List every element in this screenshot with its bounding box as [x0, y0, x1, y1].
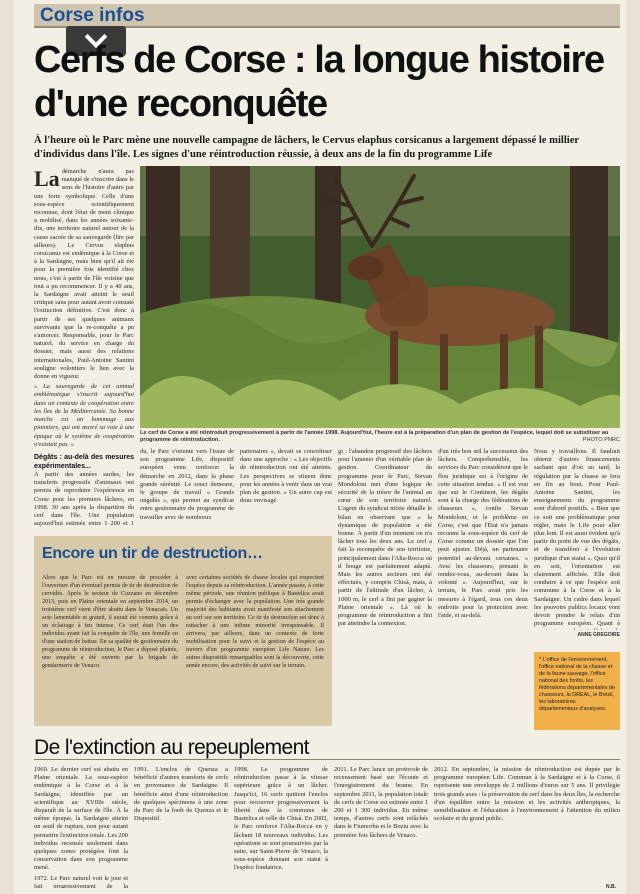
article-column-1: [34, 168, 134, 528]
timeline-column-1: [34, 766, 128, 888]
timeline-entry: 1991. L'enclos de Quenza a bénéficié d'autres transferts de cerfs en provenance de Sardaigne. Il bénéficie ainsi d'une réintroduction de quelques spécimens à une zone du Parc de la forêt de Quenza et le Dispositif.: [134, 766, 228, 823]
article-column-2: du, le Parc s'oriente vers l'issue de son programme Life, dispositif européen venu renforcer la démarche en 2012, dans la phase grande sérénité. Le souci demeure, le groupe de travail « Grands ongulés », qui permet au syndicat entre gestionnaire du programme de travailler avec de nombreux: [140, 448, 234, 521]
article-title: Cerfs de Corse : la longue histoire d'une reconquête: [34, 39, 604, 125]
timeline-entry: 1972. Le Parc naturel voit le jour et fait progressivement de la: [34, 874, 128, 888]
timeline-column-3: [234, 766, 328, 888]
newspaper-page: [14, 0, 626, 894]
article-column-3: partenaires », devait se concrétiser dans une approche : « Les objectifs de réintroduction ont été atteints. Les perspectives se situent donc pour les années à venir dans un vrai plan de gestion. » Un autre cap est donc envisagé.: [240, 448, 332, 505]
timeline-entry: 1998. Le programme de réintroduction passe à la vitesse supérieure grâce à un lâcher. Jusqu'ici, 16 cerfs quittent l'enclos pour recouvrer progressivement la liberté dans la commune de Bastelica et celle de Chisà. En 2002, le Parc renforce l'Alta-Rocca en y lâchant 18 nouveaux individus. Les opérations se sont poursuivies par la suite, sur Saint-Pierre de Venaco, la sous-espèce donnant son statut à l'espèce fondatrice.: [234, 766, 328, 872]
article-column-4: gi : l'abandon progressif des lâchers pour l'amener d'un véritable plan de gestion. Coordinateur du programme pour le Parc, Stevan Mondoloni met d'une logique de sécurité de la trésor de l'animal au cœur de son territoire naturel. L'agent du syndicat mixte détaille le bilan en observant que « la dynamique de population a été bonne. À partir d'un moment on n'a lâcher tous les deux ans. Le cerf a fait la reconquête de son territoire, principalement dans l'Alta-Rocca où il bouge est parfaitement adapté. Mais les autres secteurs ont été effectués, y compris Chisà, mais, à partir de l'altitude d'un lâcher, à 1000 m, le cerf a fini par gagner la Plaine orientale ». Là où le programme de réintroduction a fini par atteindre la connexion.: [338, 448, 432, 628]
author-signature: ANNE GREGOIRE: [577, 632, 620, 638]
box-column-2: avec certaines sociétés de chasse locales qui respectent l'espèce depuis sa réintroduction. L'année passée, à cette même période, une réunion publique à Bastelica avait permis d'échanger avec la population. Une très grande majorité des habitants avait manifesté son attachement au cerf sur son territoire. Ce tir de destruction est donc à rattacher à une infime minorité irresponsable. Il arrivera, par ailleurs, dans un contexte de forte mobilisation pour le suivi et la gestion de l'espèce au travers d'un programme européen Life Nature. Les autres dispositifs remarquables sont la découverte, cette année encore, des activités de suivi sur le terrain.: [186, 575, 324, 669]
timeline-column-5: [434, 766, 620, 888]
timeline-entry: 2011. Le Parc lance un protocole de recensement basé sur l'écoute et l'enregistrement du brame. En septembre 2011, la population totale de cerfs de Corse est estimée entre 1 200 et 1 300 individus. En même temps, d'autres cerfs sont relâchés dans le Fiumorbu et le Boziu avec la première fois lâchers de Venaco.: [334, 766, 428, 839]
drop-cap: La: [34, 168, 60, 191]
rubric-label: Corse infos: [40, 5, 145, 26]
caption-text: Le cerf de Corse a été réintroduit progressivement à partir de l'année 1998. Aujourd'hui, l'heure est à la préparation d'un plan de gestion de l'espèce, lequel doit se substituer au programme de réintroduction.: [140, 430, 609, 443]
column-text: démarche n'aura pas manqué de s'inscrire dans le sens de l'histoire d'autre par une forte symbolique. Celle d'une sous-espèce scientifiquement reconnue, dont l'état de ment clinique a mobilisé, dans les années soixante-dix, une territoire naturel autour de la cause sacrée de sa sauvegarde (lire par ailleurs). Le Cervus elaphus corsicanus est endémique à la Corse et à la Sardaigne, mais bien qu'il ait été pour la première fois identifié chez nous, c'est à partir de l'île voisine que tout a pu recommencer. Il y a 40 ans, la Sardaigne avait atteint le seuil critique sans pour autant avoir constaté l'extinction définitive. C'est donc à partir de ses quelques animaux survivants que la re-conquête a pu s'amorcer. Responsable, pour le Parc naturel, du service en charge du dossier, mais aussi des relations internationales, Paul-Antoine Santini souligne volontiers le lien avec la donne en vigueur.: [34, 168, 134, 381]
timeline-column-4: [334, 766, 428, 888]
footer-mark: N.B.: [606, 884, 616, 890]
column-text-2: À partir des années sardes, les transferts progressifs d'animaux ont permis de reproduire l'expérience en Corse pour les premiers lâchers, en 1998. 30 ans après la disparition du cerf dans l'île. Une population aujourd'hui estimée entre 1 200 et 1: [34, 470, 134, 528]
sidebar-box: [34, 536, 332, 726]
timeline-entry: 2012. En septembre, la mission de réintroduction est dupée par le programme européen Life. Commun à la Sardaigne et à la Corse, il représente une enveloppe de 2 millions d'euros sur 5 ans. Il privilégie trois grands axes : la préservation du cerf dans les deux îles, la recherche d'un équilibre entre la mission et les activités anthropiques, la sensibilisation et l'éducation à l'environnement à l'attention du milieu scolaire et du grand public.: [434, 766, 620, 823]
photo-caption: [140, 430, 620, 444]
article-column-6: Nous y travaillons. Il faudrait obtenir d'autres financements sachant que d'où au tard, la régulation par la chasse se fera en fin au bout. Pour Paul-Antoine Santini, les enseignements du programme sont d'abord positifs. « Bien que ce soit une problématique pour régler, mais le Life pour aller plus loin. Il est aussi évident qu'à partir du point de vue des dégâts, et de transférer à l'évolution juridique d'un statut ». Quoi qu'il en soit, l'orientation est clairement affichée. Elle doit conduire à ce que l'espèce soit commune à la Corse et à la Sardaigne. Un cadre dans lequel les pouvoirs publics locaux vont devoir prendre le relais d'un programme européen. Quant à: [534, 448, 620, 628]
section-title: De l'extinction au repeuplement: [34, 736, 620, 760]
article-column-5: d'un très bon œil la succession des lâchers. Compréhensible, les services du Parc considèrent que le flou juridique est à l'origine de cette situation tendue. « Il est vrai que sur le Continent, les dégâts sont à la charge des fédérations de chasseurs », confie Stevan Mondoloni, et le problème en Corse, c'est que l'État n'a jamais reconnu la sous-espèce du cerf de Corse comme un dossier que l'on peut ajuster. Déjà, un partenaire potentiel au-devant certaines. « Avec les chasseurs, prenant le rendez-vous, au-devant dans la volonté ». Aujourd'hui, sur le terrain, le Parc avait pris les mesures à l'égard, tous ces deux endroits pour la protection avec l'aide, et au-delà.: [438, 448, 528, 620]
footnote-box: * L'office de l'environnement, l'office national de la chasse et de la faune sauvage, l'office national des forêts, les fédérations départementales de chasseurs, la DREAL, le Brézil, les laboratoires départementaux d'analyses.: [534, 652, 620, 730]
column-quote: « La sauvegarde de cet animal emblématique s'inscrit aujourd'hui dans un contexte de coopération entre les îles de la Méditerranée. Sa bonne marche est un hommage aux pionniers, qui ont œuvré sa voie à une époque où le système de coopération n'existait pas. »: [34, 383, 134, 448]
photo-credit: PHOTO PNRC: [582, 437, 620, 443]
article-lede: À l'heure où le Parc mène une nouvelle campagne de lâchers, le Cervus elaphus corsicanus a largement dépassé le millier d'individus dans l'île. Les signes d'une réintroduction réussie, à deux ans de la fin du programme Life: [34, 135, 579, 160]
deer-photo: [140, 166, 620, 428]
box-column-1: Alors que le Parc est en mesure de procéder à l'ouverture d'un éventuel permis de tir de destruction de cervidés. Après le secteur de Cozzano en décembre 2013, puis en Plaine orientale en septembre 2014, un troisième cerf vient d'être abattu dans le Venacais. Un acte lamentable et gratuit, il aurait été commis grâce à un éclairage à feu intense. Ce cerf était l'un des individus ayant fait la conquête de l'île, une femelle en d'une station de battue. En sa qualité de gestionnaire du programme de réintroduction, le Parc a déposé plainte, une enquête a été ouverte par la brigade de gendarmerie de Venaco.: [42, 575, 178, 669]
timeline-entry: 1969. Le dernier cerf est abattu en Plaine orientale. La sous-espèce endémique à la Corse et à la Sardaigne, identifiée par un scientifique au XVIIIe siècle, disparaît de la surface de l'île. À la même époque, la Sardaigne atteint un seuil de rupture, non pour autant permettre l'extinction totale. Les 200 individus recensés seulement dans quelques zones protégées font la conservation dans son programme mené.: [34, 766, 128, 872]
deer-photo-illustration: [140, 166, 620, 428]
box-title: Encore un tir de destruction…: [42, 545, 263, 562]
column-subhead: Dégâts : au-delà des mesures expérimentales...: [34, 453, 134, 470]
section-rubric: [34, 4, 620, 28]
timeline-column-2: [134, 766, 228, 888]
